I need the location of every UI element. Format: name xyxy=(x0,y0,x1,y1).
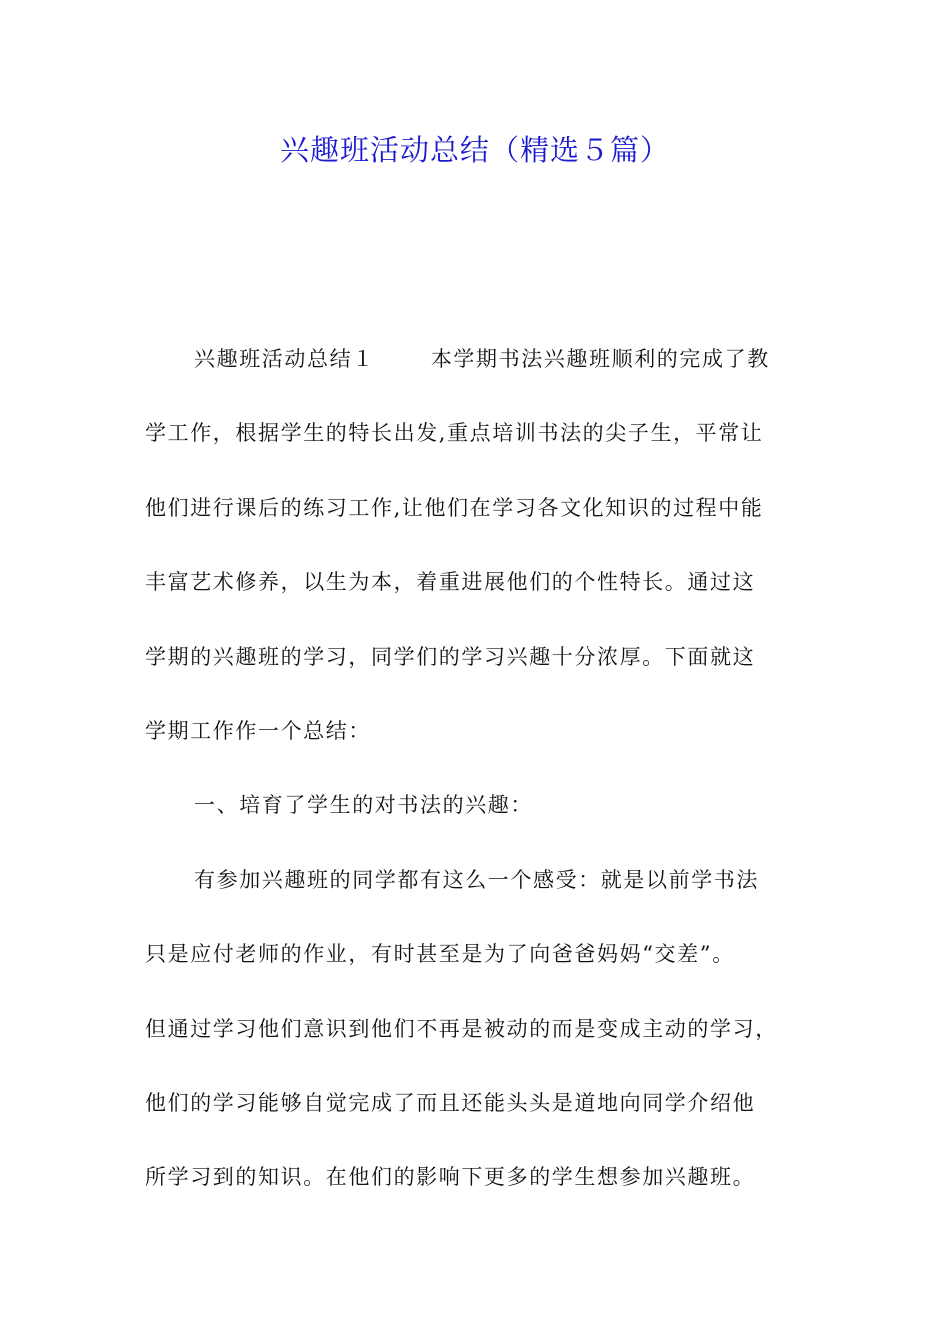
paragraph-line: 学期工作作一个总结： xyxy=(145,718,371,743)
paragraph-line: 所学习到的知识。在他们的影响下更多的学生想参加兴趣班。 xyxy=(145,1165,756,1190)
paragraph-line: 学期的兴趣班的学习，同学们的学习兴趣十分浓厚。下面就这 xyxy=(145,644,756,669)
paragraph-line: 只是应付老师的作业，有时甚至是为了向爸爸妈妈“交差”。 xyxy=(145,942,735,967)
paragraph-line: 学工作，根据学生的特长出发,重点培训书法的尖子生，平常让 xyxy=(145,421,764,446)
paragraph-line: 他们进行课后的练习工作,让他们在学习各文化知识的过程中能 xyxy=(145,495,764,520)
subsection-heading: 一、培育了学生的对书法的兴趣： xyxy=(194,793,533,818)
paragraph-line: 他们的学习能够自觉完成了而且还能头头是道地向同学介绍他 xyxy=(145,1090,756,1115)
paragraph-text: 本学期书法兴趣班顺利的完成了教 xyxy=(430,347,770,371)
document-body xyxy=(145,336,815,1229)
document-title: 兴趣班活动总结（精选５篇） xyxy=(279,133,670,167)
paragraph-line xyxy=(145,336,815,410)
paragraph-line: 但通过学习他们意识到他们不再是被动的而是变成主动的学习， xyxy=(145,1016,778,1041)
paragraph-line: 有参加兴趣班的同学都有这么一个感受：就是以前学书法 xyxy=(194,867,759,892)
section-heading: 兴趣班活动总结１ xyxy=(194,347,375,371)
paragraph-line: 丰富艺术修养，以生为本，着重进展他们的个性特长。通过这 xyxy=(145,570,756,595)
